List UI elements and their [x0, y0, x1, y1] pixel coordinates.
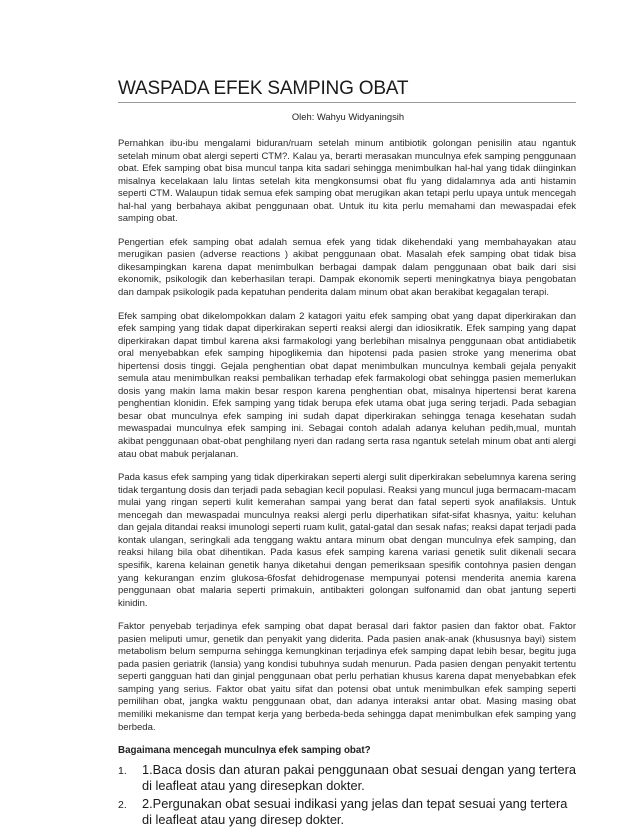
list-item-text: 1.Baca dosis dan aturan pakai penggunaan obat sesuai dengan yang tertera di leafleat atau yang diresepkan dokter.: [142, 762, 577, 794]
author-line: Oleh: Wahyu Widyaningsih: [291, 111, 405, 122]
prevention-steps: [118, 762, 576, 828]
paragraph-definition: Pengertian efek samping obat adalah semua efek yang tidak dikehendaki yang membahayakan atau merugikan pasien (adverse reactions ) akibat penggunaan obat. Masalah efek samping obat tidak bisa dikesampingkan karena dapat menimbulkan berbagai dampak dalam penggunaan obat baik dari sisi ekonomik, psikologik dan keberhasilan terapi. Dampak ekonomik seperti meningkatnya biaya pengobatan dan dampak psikologik pada kepatuhan penderita dalam minum obat akan berakibat kegagalan terapi.: [118, 236, 576, 299]
list-item: [118, 796, 576, 828]
prevention-question: Bagaimana mencegah munculnya efek samping obat?: [118, 745, 371, 757]
list-item: [118, 762, 576, 794]
list-item-number: 2.: [118, 799, 127, 812]
list-item-text: 2.Pergunakan obat sesuai indikasi yang jelas dan tepat sesuai yang tertera di leafleat atau yang diresep dokter.: [142, 796, 568, 828]
paragraph-factors: Faktor penyebab terjadinya efek samping obat dapat berasal dari faktor pasien dan faktor obat. Faktor pasien meliputi umur, genetik dan penyakit yang diderita. Pada pasien anak-anak (khususnya bayi) sistem metabolism belum sempurna sehingga kemungkinan terjadinya efek samping dapat lebih besar, begitu juga pada pasien geriatrik (lansia) yang kondisi tubuhnya sudah menurun. Pada pasien dengan penyakit tertentu seperti gangguan hati dan ginjal penggunaan obat perlu perhatian khusus karena dapat menyebabkan efek samping yang serius. Faktor obat yaitu sifat dan potensi obat untuk menimbulkan efek samping seperti pemilihan obat, jangka waktu penggunaan obat, dan adanya interaksi antar obat. Masing masing obat memiliki mekanisme dan tempat kerja yang berbeda-beda sehingga dapat menimbulkan efek samping yang berbeda.: [118, 621, 576, 733]
paragraph-categories: Efek samping obat dikelompokkan dalam 2 katagori yaitu efek samping obat yang dapat diperkirakan dan efek samping yang tidak dapat diperkirakan seperti reaksi alergi dan idiosikratik. Efek samping yang dapat diperkirakan dapat timbul karena aksi farmakologi yang berlebihan misalnya penggunaan obat antidiabetik oral menyebabkan efek samping hipoglikemia dan hipotensi pada pasien stroke yang menerima obat hipertensi dosis tinggi. Gejala penghentian obat dapat menimbulkan munculnya kembali gejala penyakit semula atau menimbulkan reaksi pembalikan terhadap efek farmakologi obat sehingga pasien memerlukan dosis yang makin lama makin besar respon karena penghentian obat, misalnya hipertensi berat karena penghentian klonidin. Efek samping yang tidak berupa efek utama obat juga sering terjadi. Pada sebagian besar obat munculnya efek samping ini sudah dapat diperkirakan sehingga tenaga kesehatan sudah mewaspadai munculnya efek samping ini. Sebagai contoh adalah adanya keluhan pedih,mual, muntah akibat penggunaan obat-obat penghilang nyeri dan radang serta rasa ngantuk setelah minum obat anti alergi atau obat mabuk perjalanan.: [118, 310, 576, 460]
paragraph-intro: Pernahkan ibu-ibu mengalami biduran/ruam setelah minum antibiotik golongan penisilin atau ngantuk setelah minum obat alergi seperti CTM?. Kalau ya, berarti merasakan munculnya efek samping penggunaan obat. Efek samping obat bisa muncul tanpa kita sadari sehingga menimbulkan hal-hal yang tidak diinginkan misalnya kecelakaan lalu lintas setelah kita mengkonsumsi obat flu yang didalamnya ada anti histamin seperti CTM. Walaupun tidak semua efek samping obat merugikan akan tetapi perlu upaya untuk mencegah hal-hal yang berbahaya akibat penggunaan obat. Untuk itu kita perlu memahami dan mewaspadai efek samping obat.: [118, 138, 576, 225]
document-title: WASPADA EFEK SAMPING OBAT: [118, 78, 409, 99]
list-item-number: 1.: [118, 765, 127, 778]
title-divider: [118, 102, 576, 103]
paragraph-unpredictable: Pada kasus efek samping yang tidak diperkirakan seperti alergi sulit diperkirakan sebelumnya karena sering tidak tergantung dosis dan terjadi pada sebagian kecil populasi. Reaksi yang muncul juga bermacam-macam mulai yang ringan seperti kulit kemerahan sampai yang berat dan fatal seperti syok anafilaksis. Untuk mencegah dan mewaspadai munculnya reaksi alergi perlu diperhatikan sifat-sifat khasnya, yaitu: keluhan dan gejala ditandai reaksi imunologi seperti ruam kulit, gatal-gatal dan sesak nafas; reaksi dapat terjadi pada kontak ulangan, seringkali ada tenggang waktu antara minum obat dengan munculnya efek samping, dan reaksi hilang bila obat dihentikan. Pada kasus efek samping karena variasi genetik sulit dikenali secara spesifik, karena kelainan genetik hanya diketahui dengan pemeriksaan spesifik contohnya pasien dengan yang kekurangan enzim glukosa-6fosfat dehidrogenase mempunyai potensi menderita anemia karena penggunaan obat malaria seperti primakuin, antibakteri golongan sulfonamid dan obat jantung seperti kinidin.: [118, 472, 576, 609]
